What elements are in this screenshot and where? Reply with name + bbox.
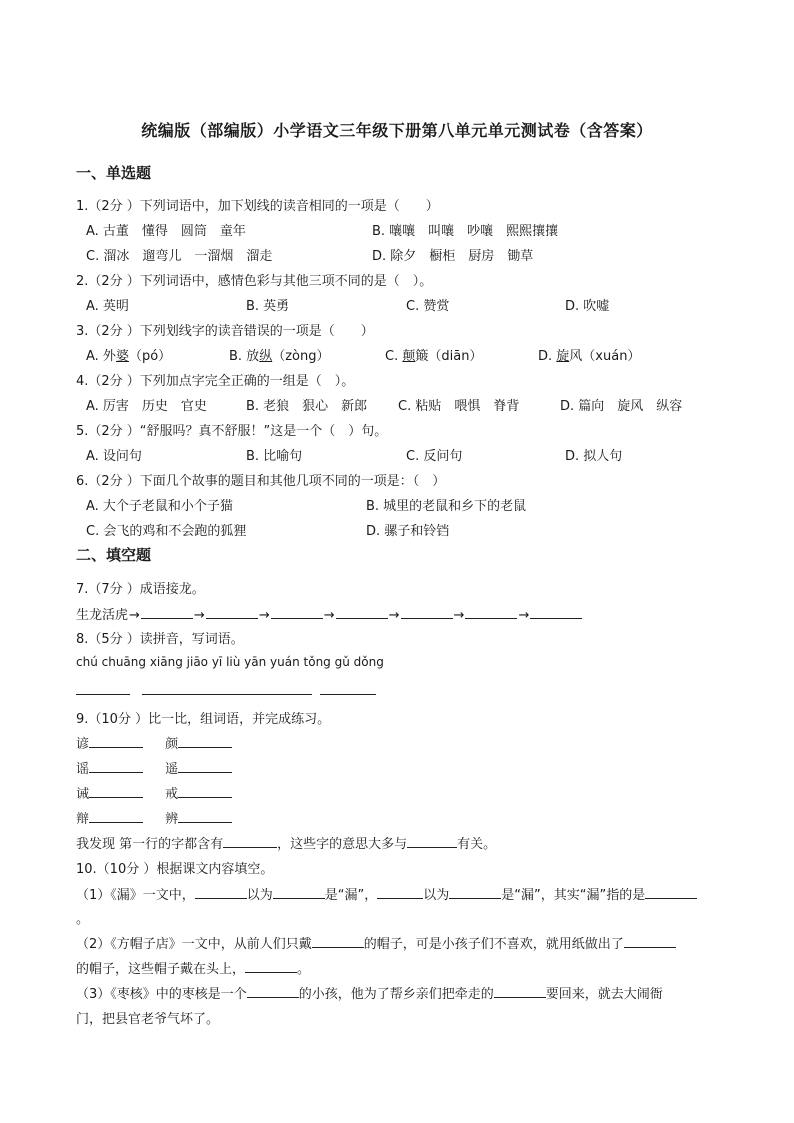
idiom-start: 生龙活虎 [76,608,129,623]
arrow-icon: → [258,608,270,623]
char-left: 谣 [76,762,90,777]
arrow-icon: → [193,608,205,623]
q10-part-1-line-2: 。 [76,912,90,927]
discovery-line [76,833,496,852]
option-prefix: B. 放 [229,349,260,364]
question-3-option-b [229,345,329,364]
answer-blank[interactable] [449,886,501,899]
question-2-option-d: D. 吹嘘 [565,299,610,314]
question-2-stem: 2.（2分 ）下列词语中，感情色彩与其他三项不同的是（ ）。 [76,274,433,289]
question-5-option-c: C. 反问句 [406,449,463,464]
pinyin-line: chú chuāng xiāng jiāo yī liù yān yuán tǒng gǔ dǒng [76,655,384,669]
compare-row [76,783,232,802]
question-4-option-b: B. 老狼 狠心 新郎 [246,399,368,414]
idiom-chain [76,604,582,623]
answer-blank[interactable] [273,886,325,899]
q10-text: （3）《枣核》中的枣核是一个 [76,987,247,1002]
q10-text: 以为 [246,888,273,903]
compare-row [76,733,232,752]
question-2-option-c: C. 赞赏 [406,299,450,314]
question-1-option-a: A. 古董 懂得 圆筒 童年 [86,224,246,239]
question-3-stem: 3.（2分 ）下列划线字的读音错误的一项是（ ） [76,324,374,339]
arrow-icon: → [518,608,530,623]
option-prefix: C. [385,349,403,364]
answer-blank[interactable] [494,985,546,998]
page-title: 统编版（部编版）小学语文三年级下册第八单元单元测试卷（含答案） [141,121,653,140]
underlined-char: 纵 [259,349,273,364]
answer-blank[interactable] [530,606,582,619]
arrow-icon: → [323,608,335,623]
discovery-text-2: ，这些字的意思大多与 [277,837,408,852]
question-9-stem: 9.（10分 ）比一比，组词语，并完成练习。 [76,712,331,727]
q10-part-3-line-2: 门，把县官老爷气坏了。 [76,1012,220,1027]
question-3-option-a [86,345,171,364]
answer-blank[interactable] [142,682,196,695]
q10-part-3-line-1 [76,983,663,1002]
compare-row [76,808,232,827]
answer-blank[interactable] [247,985,299,998]
answer-blank[interactable] [223,835,277,848]
question-10-stem: 10.（10分 ）根据课文内容填空。 [76,862,274,877]
pinyin-answer-blanks [76,682,376,699]
section-heading-single-choice: 一、单选题 [76,164,152,182]
question-1-option-c: C. 溜冰 遛弯儿 一溜烟 溜走 [86,249,273,264]
question-6-option-d: D. 骡子和铃铛 [366,524,450,539]
question-5-option-b: B. 比喻句 [246,449,303,464]
question-5-option-a: A. 设问句 [86,449,142,464]
underlined-char: 旋 [556,349,570,364]
arrow-icon: → [129,608,140,623]
q10-text: 是“漏”， [324,888,378,903]
question-4-option-d: D. 篇向 旋风 纵容 [560,399,683,414]
char-right: 辨 [165,812,179,827]
q10-text: 要回来，就去大闹衙 [545,987,663,1002]
answer-blank[interactable] [206,606,258,619]
question-4-stem: 4.（2分 ）下列加点字完全正确的一组是（ ）。 [76,374,355,389]
answer-blank[interactable] [89,810,143,823]
section-heading-fill-in: 二、填空题 [76,546,152,564]
question-2-option-a: A. 英明 [86,299,129,314]
answer-blank[interactable] [312,935,364,948]
option-prefix: A. 外 [86,349,116,364]
question-2-option-b: B. 英勇 [246,299,290,314]
answer-blank[interactable] [320,682,376,695]
question-3-option-d [538,345,640,364]
option-suffix: （pó） [128,349,172,364]
q10-text: 的帽子，这些帽子戴在头上， [76,962,246,977]
q10-part-2-line-1 [76,933,676,952]
answer-blank[interactable] [178,810,232,823]
question-5-option-d: D. 拟人句 [565,449,623,464]
discovery-text-1: 我发现 第一行的字都含有 [76,837,224,852]
answer-blank[interactable] [178,735,232,748]
arrow-icon: → [453,608,465,623]
answer-blank[interactable] [195,886,247,899]
answer-blank[interactable] [271,606,323,619]
answer-blank[interactable] [407,835,457,848]
q10-text: （2）《方帽子店》一文中，从前人们只戴 [76,937,312,952]
char-left: 谚 [76,737,90,752]
answer-blank[interactable] [465,606,517,619]
answer-blank[interactable] [76,682,130,695]
option-suffix: （zòng） [272,349,330,364]
answer-blank[interactable] [336,606,388,619]
answer-blank[interactable] [141,606,193,619]
char-right: 颜 [165,737,179,752]
option-prefix: D. [538,349,557,364]
question-3-option-c [385,345,482,364]
answer-blank[interactable] [178,785,232,798]
question-6-stem: 6.（2分 ）下面几个故事的题目和其他几项不同的一项是：（ ） [76,474,446,489]
compare-row [76,758,232,777]
question-6-option-b: B. 城里的老鼠和乡下的老鼠 [366,499,527,514]
question-1-option-b: B. 嚷嚷 叫嚷 吵嚷 熙熙攘攘 [372,224,559,239]
answer-blank[interactable] [401,606,453,619]
q10-text: 的帽子，可是小孩子们不喜欢，就用纸做出了 [363,937,624,952]
answer-blank[interactable] [196,682,254,695]
q10-text: 是“漏”，其实“漏”指的是 [501,888,646,903]
option-suffix: 风（xuán） [569,349,641,364]
answer-blank[interactable] [89,785,143,798]
answer-blank[interactable] [245,960,297,973]
question-4-option-a: A. 厉害 历史 官史 [86,399,207,414]
q10-text: 。 [297,962,311,977]
char-right: 遥 [165,762,179,777]
q10-text: （1）《漏》一文中， [76,888,195,903]
question-6-option-c: C. 会飞的鸡和不会跑的狐狸 [86,524,247,539]
arrow-icon: → [388,608,400,623]
char-left: 辩 [76,812,90,827]
answer-blank[interactable] [645,886,697,899]
underlined-char: 婆 [115,349,129,364]
question-5-stem: 5.（2分 ）“舒服吗？真不舒服！”这是一个（ ）句。 [76,424,388,439]
q10-text: 的小孩，他为了帮乡亲们把牵走的 [298,987,494,1002]
question-7-stem: 7.（7分 ）成语接龙。 [76,582,205,597]
discovery-text-3: 有关。 [457,837,497,852]
char-right: 戒 [165,787,179,802]
option-suffix: 簸（diān） [415,349,483,364]
question-1-stem: 1.（2分 ）下列词语中，加下划线的读音相同的一项是（ ） [76,199,439,214]
q10-part-2-line-2 [76,958,310,977]
answer-blank[interactable] [89,735,143,748]
answer-blank[interactable] [178,760,232,773]
char-left: 诫 [76,787,90,802]
answer-blank[interactable] [254,682,312,695]
answer-blank[interactable] [624,935,676,948]
question-6-option-a: A. 大个子老鼠和小个子猫 [86,499,233,514]
question-1-option-d: D. 除夕 橱柜 厨房 锄草 [372,249,534,264]
answer-blank[interactable] [377,886,423,899]
question-4-option-c: C. 粘贴 喂惧 脊背 [398,399,520,414]
underlined-char: 颠 [402,349,416,364]
answer-blank[interactable] [89,760,143,773]
q10-text: 以为 [423,888,450,903]
q10-part-1-line-1 [76,884,697,903]
question-8-stem: 8.（5分 ）读拼音，写词语。 [76,632,244,647]
